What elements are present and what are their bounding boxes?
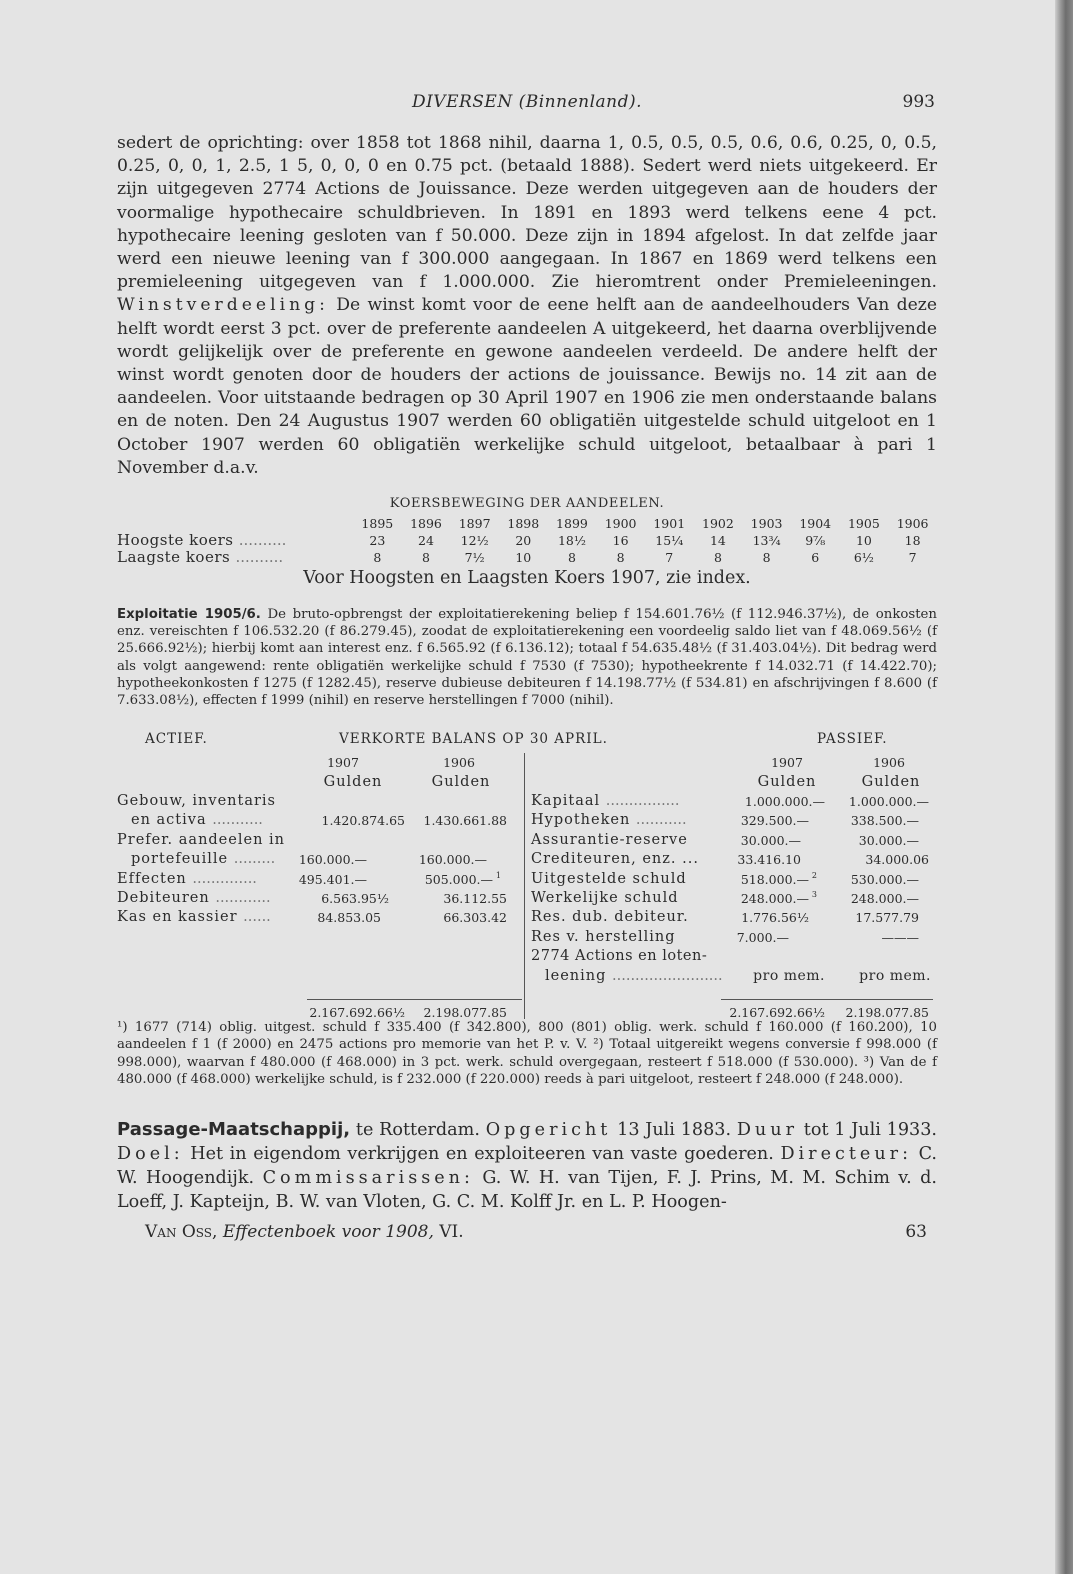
year: 1901: [653, 516, 686, 532]
total-rule: [307, 999, 522, 1000]
row-label: en activa: [131, 812, 207, 829]
year: 1902: [702, 516, 734, 532]
koers-row-laagste: [117, 549, 937, 566]
value-1907: 248.000.—: [740, 891, 809, 906]
value-1907: 1.420.874.65: [321, 813, 405, 829]
value-1906: 36.112.55: [443, 891, 507, 906]
cell: 20: [515, 533, 532, 549]
passief-row: [531, 889, 937, 908]
exploitatie-heading: Exploitatie 1905/6.: [117, 607, 261, 623]
value-1906: 338.500.—: [850, 813, 919, 829]
footnote-ref: 1: [495, 870, 501, 880]
passage-paragraph: [117, 1118, 937, 1214]
value-1907: 329.500.—: [740, 813, 809, 829]
leader-dots: ...........: [635, 812, 687, 829]
koers-title: KOERSBEWEGING DER AANDEELEN.: [389, 496, 665, 512]
balans-header: [117, 731, 937, 753]
signature-mark: 63: [905, 1222, 927, 1243]
koers-note: Voor Hoogsten en Laagsten Koers 1907, zie index.: [303, 568, 751, 589]
row-label: portefeuille: [131, 851, 229, 868]
opgericht-label: Opgericht: [485, 1120, 612, 1141]
value-1907: 518.000.—: [740, 871, 809, 887]
koers-row-hoogste: [117, 532, 937, 549]
value-1906: 1.430.661.88: [423, 813, 507, 829]
cell: 18½: [557, 533, 586, 549]
cell: 7½: [464, 550, 485, 566]
exploitatie-paragraph: [117, 606, 937, 709]
opgericht-value: 13 Juli 1883.: [617, 1120, 732, 1141]
year: 1900: [604, 516, 637, 532]
intro-text-1: sedert de oprichting: over 1858 tot 1868 nihil, daarna 1, 0.5, 0.5, 0.5, 0.6, 0.6, 0.25, 0, 0.5, 0.25, 0, 0, 1, 2.5, 1 5, 0, 0, 0 en 0.75 pct. (betaald 1888). Sedert werd niets uitgekeerd. Er zijn uitgegeven 2774 Actions de Jouissance. Deze werden uitgegeven aan de houders der voormalige hypothecaire schuldbrieven. In 1891 en 1893 werd telkens eene 4 pct. hypothecaire leening gesloten van f 50.000. Deze zijn in 1894 afgelost. In dat zelfde jaar werd een nieuwe leening van f 300.000 aangegaan. In 1867 en 1869 werd telkens een premieleening uitgegeven van f 1.000.000. Zie hieromtrent onder Premieleeningen.: [117, 133, 937, 293]
value-1907: 1.776.56½: [741, 910, 809, 926]
col-unit: Gulden: [323, 773, 383, 790]
value-1906: 530.000.—: [850, 871, 919, 887]
row-label: Effecten: [117, 870, 187, 887]
footer-source: [145, 1222, 464, 1242]
passief-total-row: [531, 1003, 937, 1022]
cell: 6: [811, 550, 820, 566]
col-unit: Gulden: [431, 773, 491, 790]
value-1907: 1.000.000.—: [744, 794, 825, 810]
commissarissen-value: G. W. H. van Tijen, F. J. Prins, M. M. Schim v. d. Loeff, J. Kapteijn, B. W. van Vloten, G. C. M. Kolff Jr. en L. P. Hoogen-: [117, 1168, 938, 1213]
actief-row: [117, 870, 517, 889]
koers-years-row: [117, 515, 937, 532]
row-label: Laagste koers: [117, 548, 231, 567]
value-1906: 30.000.—: [858, 832, 919, 848]
footnotes: ¹) 1677 (714) oblig. uitgest. schuld f 335.400 (f 342.800), 800 (801) oblig. werk. schuld f 160.000 (f 160.200), 10 aandeelen f 1 (f 2000) en 2475 actions pro memorie van het P. v. V. ²) Totaal uitgereikt wegens conversie f 998.000 (f 998.000), waarvan f 480.000 (f 468.000) in 3 pct. werk. schuld overgegaan, resteert f 518.000 (f 530.000). ³) Van de f 480.000 (f 468.000) werkelijke schuld, is f 232.000 (f 220.000) reeds à pari uitgeloot, resteert f 248.000 (f 248.000).: [117, 1020, 937, 1087]
cell: 8: [422, 550, 430, 566]
year: 1896: [410, 516, 442, 532]
actief-row: [117, 850, 517, 869]
value-1907: 7.000.—: [736, 929, 789, 945]
value-1906: ———: [881, 929, 919, 945]
year: 1903: [750, 516, 783, 532]
row-label: Hypotheken: [531, 812, 631, 829]
directeur-label: Directeur:: [780, 1144, 912, 1165]
col-unit: Gulden: [757, 773, 817, 790]
col-unit: Gulden: [861, 773, 921, 790]
value-1907: 495.401.—: [298, 871, 367, 887]
row-label: Res v. herstelling: [531, 928, 676, 945]
koers-table: [117, 515, 937, 566]
value-1906: 34.000.06: [865, 852, 929, 868]
passief-column: [531, 753, 937, 1021]
cell: 24: [418, 533, 434, 549]
passief-row: [531, 811, 937, 830]
value-1907: 160.000.—: [298, 852, 367, 868]
total-1907: 2.167.692.66½: [309, 1005, 405, 1021]
footnote-ref: 2: [811, 870, 817, 880]
duur-label: Duur: [736, 1120, 799, 1141]
leader-dots: ..........: [235, 548, 284, 567]
cell: 13¾: [752, 533, 781, 549]
value-1907: pro mem.: [753, 967, 825, 984]
row-label: Crediteuren, enz. ...: [531, 851, 699, 868]
total-1906: 2.198.077.85: [845, 1005, 929, 1021]
row-label: Werkelijke schuld: [531, 890, 679, 906]
intro-paragraph: [117, 132, 937, 480]
total-rule: [721, 999, 933, 1000]
source-volume: VI.: [439, 1222, 464, 1243]
row-label: Hoogste koers: [117, 531, 234, 550]
directeur-value: C. W. Hoogendijk.: [117, 1144, 938, 1189]
leader-dots: ............: [215, 890, 271, 906]
cell: 15¼: [655, 533, 684, 549]
duur-value: tot 1 Juli 1933.: [803, 1120, 938, 1141]
cell: 10: [855, 533, 872, 549]
col-year: 1907: [327, 755, 359, 771]
balans-divider: [524, 753, 525, 1019]
value-1906: 160.000.—: [418, 852, 487, 868]
value-1906: 17.577.79: [855, 910, 919, 926]
footnote-ref: 3: [811, 890, 817, 899]
cell: 18: [904, 533, 921, 549]
leader-dots: .........: [233, 851, 276, 868]
actief-row: [117, 792, 517, 811]
cell: 7: [665, 550, 674, 566]
row-label: Gebouw, inventaris: [117, 793, 276, 810]
passief-row: [531, 967, 937, 986]
value-1906: 248.000.—: [850, 891, 919, 906]
leader-dots: ..............: [192, 870, 257, 887]
actief-row: [117, 908, 517, 927]
source-author: Van Oss,: [145, 1222, 218, 1243]
cell: 8: [762, 550, 771, 566]
year: 1906: [896, 516, 929, 532]
commissarissen-label: Commissarissen:: [262, 1168, 474, 1189]
year: 1897: [458, 516, 491, 532]
row-label: Uitgestelde schuld: [531, 870, 687, 887]
page-edge-shadow: [1055, 0, 1073, 1574]
cell: 6½: [853, 550, 874, 566]
source-title: Effectenboek voor 1908,: [222, 1222, 434, 1243]
row-label: 2774 Actions en loten-: [531, 948, 708, 965]
row-label: Res. dub. debiteur.: [531, 909, 689, 926]
leader-dots: ................: [605, 793, 680, 810]
page-footer: [117, 1222, 937, 1250]
actief-row: [117, 889, 517, 908]
actief-row: [117, 831, 517, 850]
cell: 16: [612, 533, 629, 549]
cell: 12½: [460, 533, 489, 549]
value-1907: 84.853.05: [317, 910, 381, 926]
cell: 7: [908, 550, 917, 566]
year: 1898: [507, 516, 540, 532]
total-1906: 2.198.077.85: [423, 1005, 507, 1021]
row-label: leening: [545, 967, 607, 984]
passief-row: [531, 908, 937, 927]
doel-label: Doel:: [117, 1144, 184, 1165]
winstverdeeling-label: Winstverdeeling:: [117, 295, 329, 316]
row-label: Assurantie-reserve: [531, 831, 688, 848]
cell: 14: [709, 533, 726, 549]
passief-row: [531, 831, 937, 850]
row-label: Prefer. aandeelen in: [117, 831, 285, 848]
running-head-title: DIVERSEN (Binnenland).: [411, 92, 643, 112]
col-year: 1907: [771, 755, 803, 771]
cell: 8: [616, 550, 625, 566]
leader-dots: ......: [243, 909, 271, 926]
cell: 8: [713, 550, 722, 566]
cell: 10: [515, 550, 532, 566]
company-location: te Rotterdam.: [355, 1120, 480, 1141]
row-label: Debiteuren: [117, 890, 210, 906]
col-year: 1906: [873, 755, 905, 771]
cell: 23: [369, 533, 386, 549]
balans-table: [117, 753, 937, 1023]
actief-title: ACTIEF.: [145, 731, 208, 748]
row-label: Kapitaal: [531, 793, 601, 810]
value-1906: 505.000.—: [424, 871, 493, 887]
leader-dots: ...........: [212, 812, 263, 829]
leader-dots: ..........: [238, 531, 287, 550]
passief-row: [531, 947, 937, 966]
doel-value: Het in eigendom verkrijgen en exploiteeren van vaste goederen.: [190, 1144, 774, 1165]
passief-row: [531, 928, 937, 947]
value-1906: 66.303.42: [443, 910, 507, 926]
total-1907: 2.167.692.66½: [729, 1005, 825, 1021]
actief-total-row: [117, 1003, 517, 1022]
value-1907: 6.563.95½: [321, 891, 389, 906]
actief-column: [117, 753, 517, 1021]
passief-row: [531, 870, 937, 889]
cell: 8: [567, 550, 576, 566]
cell: 9⅞: [805, 533, 826, 549]
value-1906: 1.000.000.—: [848, 794, 929, 810]
year: 1905: [847, 516, 880, 532]
document-page: [117, 92, 937, 1250]
passief-row: [531, 792, 937, 811]
cell: 8: [373, 550, 382, 566]
year: 1899: [556, 516, 588, 532]
passief-row: [531, 850, 937, 869]
year: 1904: [799, 516, 832, 532]
value-1907: 33.416.10: [737, 852, 801, 868]
row-label: Kas en kassier: [117, 909, 238, 926]
value-1906: pro mem.: [859, 967, 931, 984]
company-name: Passage-Maatschappij,: [117, 1119, 351, 1141]
running-head: [117, 92, 937, 118]
value-1907: 30.000.—: [740, 832, 801, 848]
passief-title: PASSIEF.: [817, 731, 888, 748]
intro-text-2: De winst komt voor de eene helft aan de aandeelhouders Van deze helft wordt eerst 3 pct. over de preferente aandeelen A uitgekeerd, het daarna overblijvende wordt gelijkelijk over de preferente en gewone aandeelen verdeeld. De andere helft der winst wordt genoten door de houders der actions de jouissance. Bewijs no. 14 zit aan de aandeelen. Voor uitstaande bedragen op 30 April 1907 en 1906 zie men onderstaande balans en de noten. Den 24 Augustus 1907 werden 60 obligatiën uitgestelde schuld uitgeloot en 1 October 1907 werden 60 obligatiën werkelijke schuld uitgeloot, betaalbaar à pari 1 November d.a.v.: [117, 295, 937, 478]
col-year: 1906: [443, 755, 475, 771]
actief-row: [117, 811, 517, 830]
year: 1895: [361, 516, 394, 532]
exploitatie-text: De bruto-opbrengst der exploitatierekening beliep f 154.601.76½ (f 112.946.37½), de onkosten enz. vereischten f 106.532.20 (f 86.279.45), zoodat de exploitatierekening een voordeelig saldo liet van f 48.069.56½ (f 25.666.92½); hierbij komt aan interest enz. f 6.565.92 (f 6.136.12); totaal f 54.635.48½ (f 31.403.04½). Dit bedrag werd als volgt aangewend: rente obligatiën werkelijke schuld f 7530 (f 7530); hypotheekrente f 14.032.71 (f 14.422.70); hypotheekonkosten f 1275 (f 1282.45), reserve dubieuse debiteuren f 14.198.77½ (f 534.81) en afschrijvingen f 8.600 (f 7.633.08½), effecten f 1999 (nihil) en reserve herstellingen f 7000 (nihil).: [117, 607, 937, 709]
page-number: 993: [902, 92, 935, 112]
balans-title: VERKORTE BALANS OP 30 APRIL.: [339, 731, 608, 748]
leader-dots: ........................: [612, 967, 723, 984]
